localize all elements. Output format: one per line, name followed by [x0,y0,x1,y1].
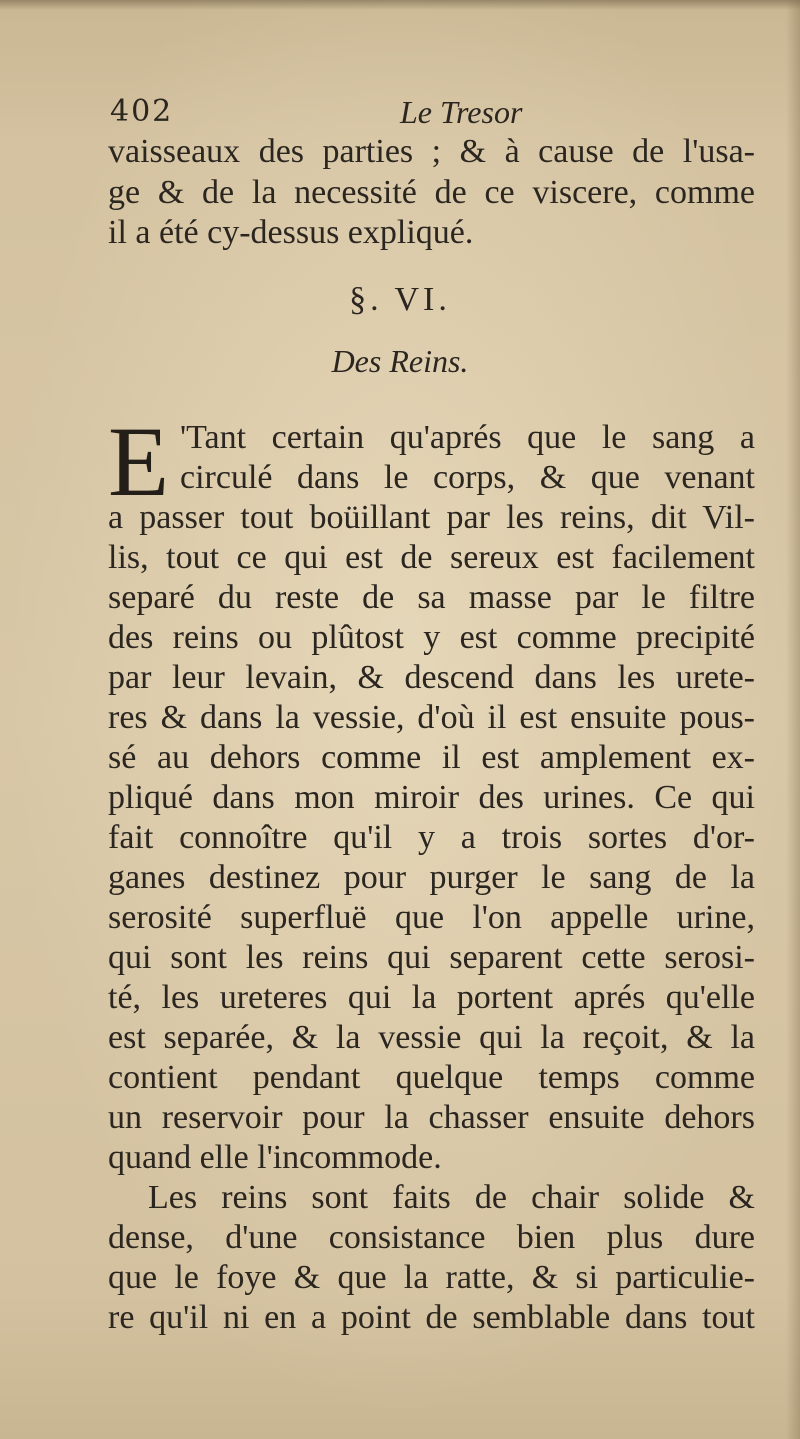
page-number: 402 [110,94,174,129]
text-line: pliqué dans mon miroir des urines. Ce qui [108,779,755,816]
text-line: serosité superfluë que l'on appelle urine, [108,899,755,936]
text-line: vaisseaux des parties ; & à cause de l'usa- [108,133,755,170]
text-line: fait connoître qu'il y a trois sortes d'or- [108,819,755,856]
running-header [110,92,690,132]
text-line: est separée, & la vessie qui la reçoit, & la [108,1019,755,1056]
text-line: a passer tout boüillant par les reins, dit Vil- [108,499,755,536]
drop-cap [108,406,174,517]
text-line: un reservoir pour la chasser ensuite dehors [108,1099,755,1136]
text-line: ge & de la necessité de ce viscere, comme [108,174,755,211]
section-number: §. VI. [349,281,451,318]
text-line: separé du reste de sa masse par le filtre [108,579,755,616]
page-right-shadow [786,0,800,1439]
text-line: il a été cy-dessus expliqué. [108,214,474,251]
text-line: contient pendant quelque temps comme [108,1059,755,1096]
text-line: ganes destinez pour purger le sang de la [108,859,755,896]
text-line: circulé dans le corps, & que venant [180,459,755,496]
text-line: Les reins sont faits de chair solide & [148,1179,755,1216]
text-line: té, les ureteres qui la portent aprés qu'elle [108,979,755,1016]
text-line: par leur levain, & descend dans les urete- [108,659,755,696]
text-line: res & dans la vessie, d'où il est ensuite pous- [108,699,755,736]
drop-cap-letter: E [108,406,170,517]
text-line: 'Tant certain qu'aprés que le sang a [180,419,755,456]
text-line: qui sont les reins qui separent cette serosi- [108,939,755,976]
page-top-shadow [0,0,800,10]
section-title: Des Reins. [331,343,469,379]
text-line: lis, tout ce qui est de sereux est facilement [108,539,755,576]
text-line: re qu'il ni en a point de semblable dans tout [108,1299,755,1336]
text-line: quand elle l'incommode. [108,1139,442,1176]
text-line: des reins ou plûtost y est comme precipité [108,619,755,656]
running-title: Le Tresor [400,94,523,130]
text-line: dense, d'une consistance bien plus dure [108,1219,755,1256]
text-line: sé au dehors comme il est amplement ex- [108,739,755,776]
text-line: que le foye & que la ratte, & si particulie- [108,1259,755,1296]
